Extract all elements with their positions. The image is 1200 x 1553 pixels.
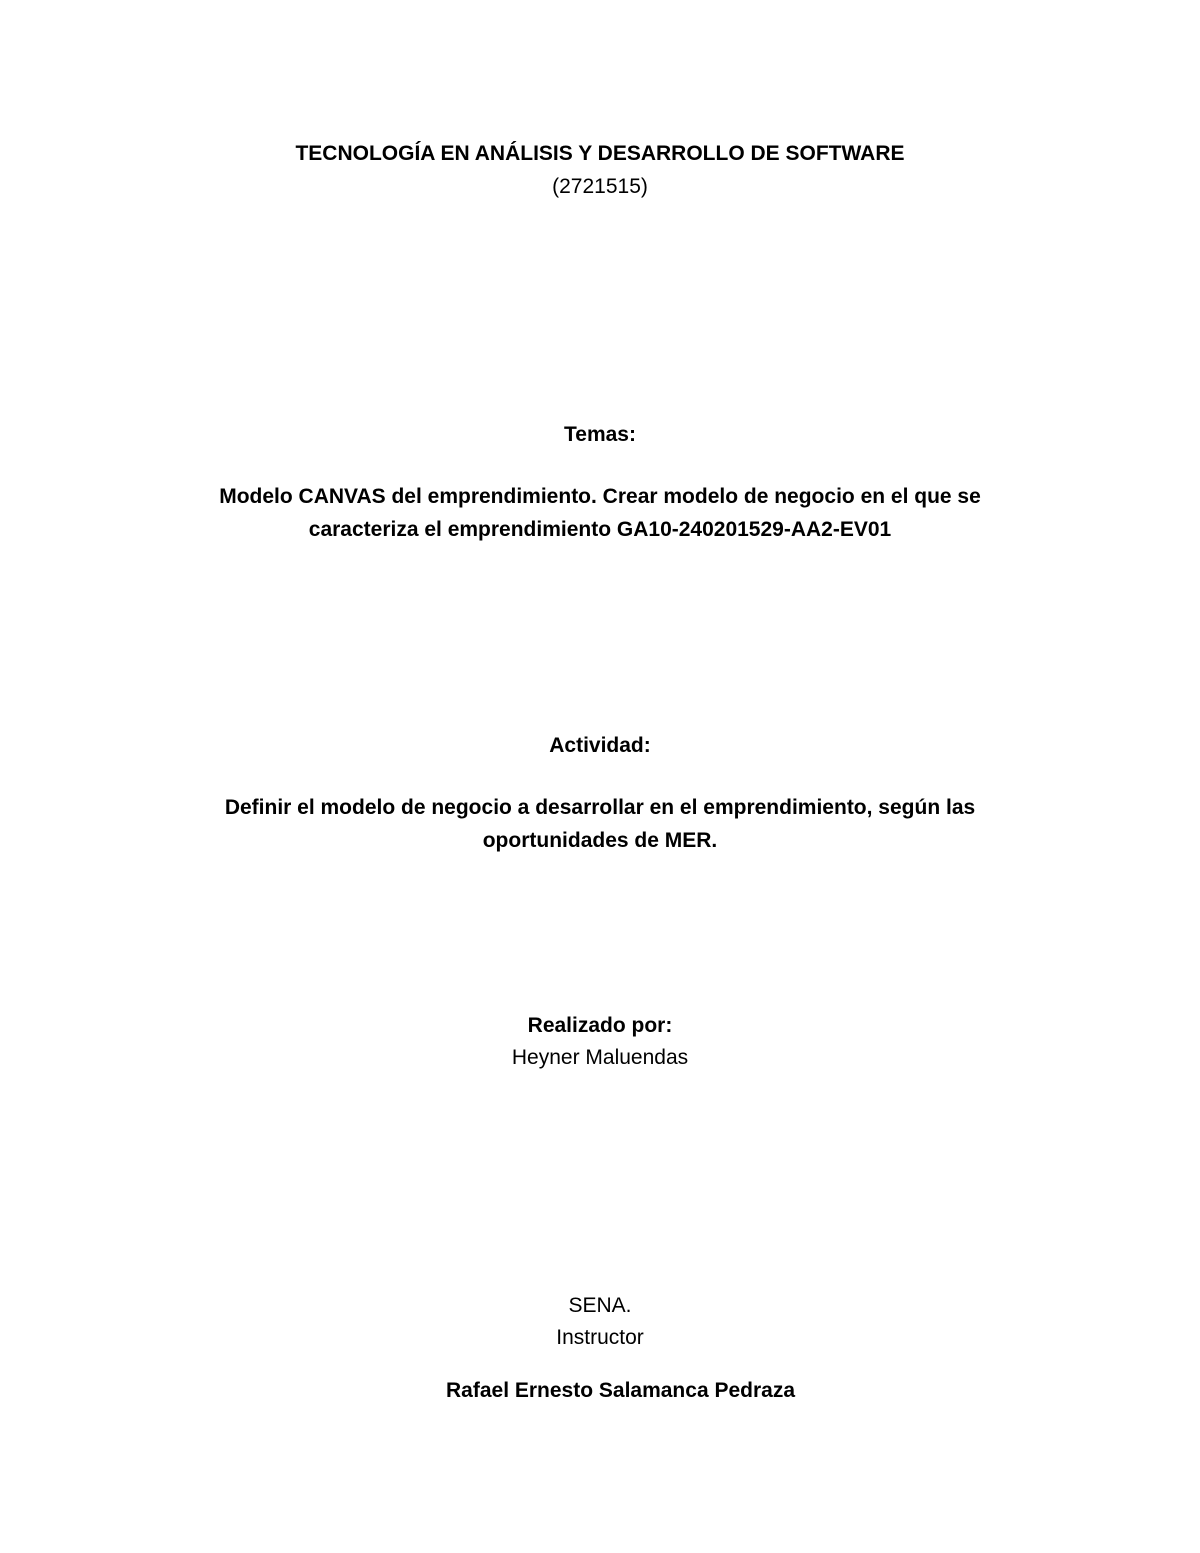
instructor-name: Rafael Ernesto Salamanca Pedraza <box>446 1379 796 1402</box>
topics-heading: Temas: <box>564 423 636 446</box>
topics-text-line-2: caracteriza el emprendimiento GA10-240201529-AA2-EV01 <box>308 518 892 541</box>
author-heading: Realizado por: <box>527 1014 673 1037</box>
institution-name: SENA. <box>568 1294 632 1317</box>
activity-heading: Actividad: <box>549 734 651 757</box>
activity-text-line-2: oportunidades de MER. <box>482 829 718 852</box>
instructor-label: Instructor <box>556 1326 644 1349</box>
program-code: (2721515) <box>552 175 648 198</box>
topics-text-line-1: Modelo CANVAS del emprendimiento. Crear modelo de negocio en el que se <box>219 485 981 508</box>
author-name: Heyner Maluendas <box>511 1046 689 1069</box>
program-title: TECNOLOGÍA EN ANÁLISIS Y DESARROLLO DE SOFTWARE <box>295 142 905 165</box>
activity-text-line-1: Definir el modelo de negocio a desarrollar en el emprendimiento, según las <box>224 796 976 819</box>
